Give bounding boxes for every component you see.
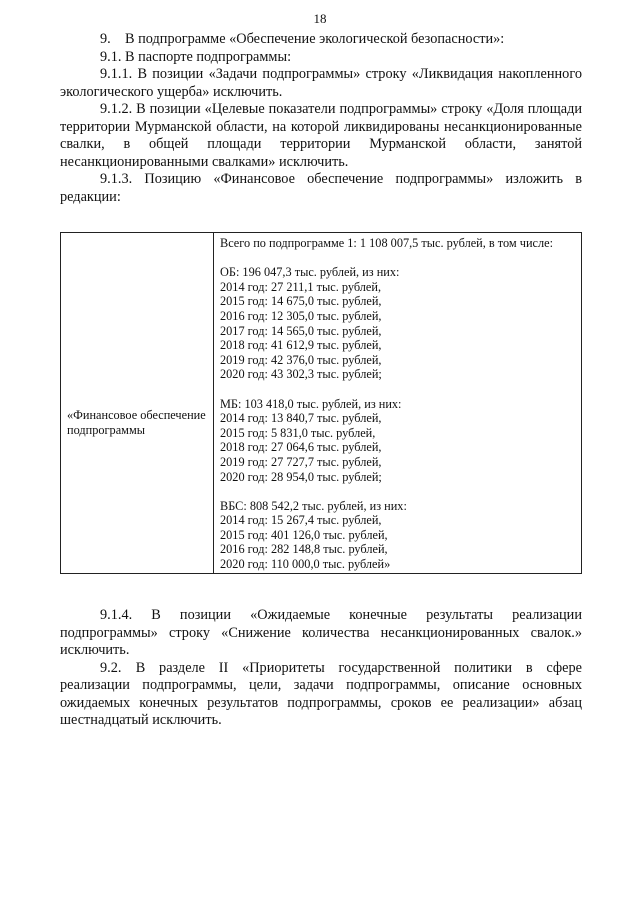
- mb-year-line: 2014 год: 13 840,7 тыс. рублей,: [220, 411, 382, 426]
- ob-year-line: 2017 год: 14 565,0 тыс. рублей,: [220, 323, 382, 338]
- mb-year-line: 2018 год: 27 064,6 тыс. рублей,: [220, 440, 382, 455]
- ob-year-line: 2016 год: 12 305,0 тыс. рублей,: [220, 308, 382, 323]
- ob-year-line: 2015 год: 14 675,0 тыс. рублей,: [220, 294, 382, 309]
- ob-year-line: 2020 год: 43 302,3 тыс. рублей;: [220, 367, 382, 382]
- table-row: [61, 233, 582, 574]
- vbs-year-line: 2020 год: 110 000,0 тыс. рублей»: [220, 557, 391, 572]
- financing-total: Всего по подпрограмме 1: 1 108 007,5 тыс. рублей, в том числе:: [220, 236, 553, 250]
- position-label-cell: [61, 233, 214, 574]
- paragraph-9-1-1: 9.1.1. В позиции «Задачи подпрограммы» строку «Ликвидация накопленного экологического ущерба» исключить.: [60, 66, 582, 100]
- mb-year-line: 2020 год: 28 954,0 тыс. рублей;: [220, 469, 382, 484]
- vbs-heading: ВБС: 808 542,2 тыс. рублей, из них:: [220, 498, 407, 513]
- mb-year-line: 2015 год: 5 831,0 тыс. рублей,: [220, 425, 376, 440]
- position-label: «Финансовое обеспечение подпрограммы: [67, 408, 206, 437]
- mb-heading: МБ: 103 418,0 тыс. рублей, из них:: [220, 396, 402, 411]
- financing-values-cell: [214, 233, 582, 574]
- ob-heading: ОБ: 196 047,3 тыс. рублей, из них:: [220, 265, 400, 280]
- page-number: 18: [313, 11, 327, 26]
- vbs-year-line: 2014 год: 15 267,4 тыс. рублей,: [220, 513, 382, 528]
- ob-year-line: 2014 год: 27 211,1 тыс. рублей,: [220, 279, 382, 294]
- document-body-bottom: [60, 607, 582, 730]
- ob-year-line: 2019 год: 42 376,0 тыс. рублей,: [220, 352, 382, 367]
- paragraph-9-1: 9.1. В паспорте подпрограммы:: [100, 48, 292, 65]
- ob-year-line: 2018 год: 41 612,9 тыс. рублей,: [220, 338, 382, 353]
- paragraph-9-2: 9.2. В разделе II «Приоритеты государственной политики в сфере реализации подпрограммы, цели, задачи подпрограммы, описание основных ожидаемых конечных результатов подпрограммы, сроков ее реализации» абзац шестнадцатый исключить.: [60, 659, 582, 728]
- paragraph-9-1-4: 9.1.4. В позиции «Ожидаемые конечные результаты реализации подпрограммы» строку «Снижение количества несанкционированных свалок.» исключить.: [60, 607, 582, 658]
- paragraph-9: 9. В подпрограмме «Обеспечение экологической безопасности»:: [100, 31, 505, 47]
- document-body-top: [60, 31, 582, 206]
- financing-table: [60, 232, 582, 574]
- mb-year-line: 2019 год: 27 727,7 тыс. рублей,: [220, 454, 382, 469]
- vbs-year-line: 2015 год: 401 126,0 тыс. рублей,: [220, 527, 388, 542]
- paragraph-9-1-3: 9.1.3. Позицию «Финансовое обеспечение подпрограммы» изложить в редакции:: [60, 171, 582, 205]
- vbs-year-line: 2016 год: 282 148,8 тыс. рублей,: [220, 542, 388, 557]
- paragraph-9-1-2: 9.1.2. В позиции «Целевые показатели подпрограммы» строку «Доля площади территории Мурманской области, на которой ликвидированы несанкционированные свалки, в общей площади территории Мурманской области, занятой несанкционированными свалками» исключить.: [60, 101, 582, 170]
